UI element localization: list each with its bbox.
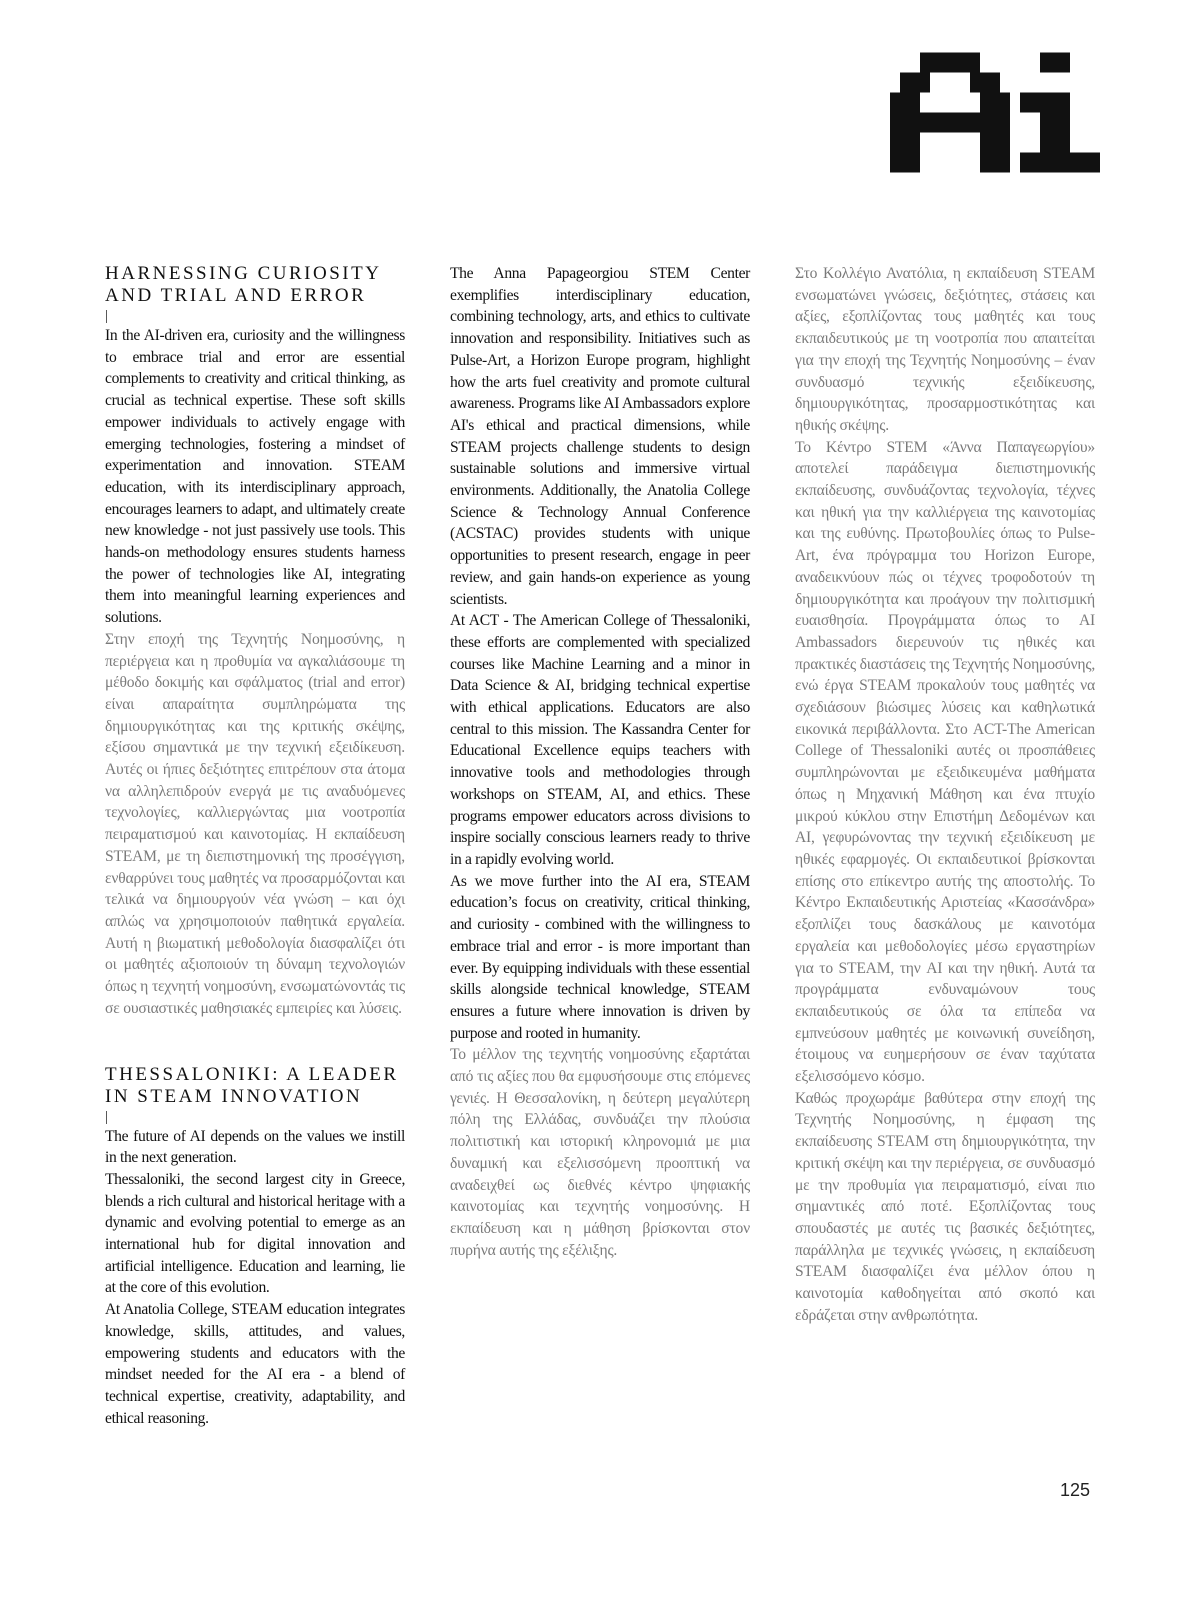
body-paragraph-en: The Anna Papageorgiou STEM Center exemplifies interdisciplinary education, combining technology, arts, and ethics to cultivate innovation and responsibility. Initiatives such as Pulse-Art, a Horizon Europe program, highlight how the arts fuel creativity and promote cultural awareness. Programs like AI Ambassadors explore AI's ethical and practical dimensions, while STEAM projects challenge students to design sustainable solutions and immersive virtual environments. Additionally, the Anatolia College Science & Technology Annual Conference (ACSTAC) provides students with unique opportunities to present research, engage in peer review, and gain hands-on experience as young scientists. [450, 265, 750, 608]
body-paragraph-en: At ACT - The American College of Thessaloniki, these efforts are complemented with specialized courses like Machine Learning and a minor in Data Science & AI, bridging technical expertise with ethical applications. Educators are also central to this mission. The Kassandra Center for Educational Excellence equips teachers with innovative tools and methodologies through workshops on STEAM, AI, and ethics. These programs empower educators across divisions to inspire socially conscious learners ready to thrive in a rapidly evolving world. [450, 612, 750, 868]
body-paragraph-gr: Το μέλλον της τεχνητής νοημοσύνης εξαρτάται από τις αξίες που θα εμφυσήσουμε στις επόμενες γενιές. Η Θεσσαλονίκη, η δεύτερη μεγαλύτερη πόλη της Ελλάδας, συνδυάζει την πλούσια πολιτιστική και ιστορική κληρονομιά με μια δυναμική και εξελισσόμενη προοπτική να αναδειχθεί ως διεθνές κέντρο ψηφιακής καινοτομίας και τεχνητής νοημοσύνης. Η εκπαίδευση και η μάθηση βρίσκονται στον πυρήνα αυτής της εξέλιξης. [450, 1046, 750, 1259]
body-paragraph-en: Thessaloniki, the second largest city in Greece, blends a rich cultural and historical heritage with a dynamic and evolving potential to emerge as an international hub for digital innovation and artificial intelligence. Education and learning, lie at the core of this evolution. [105, 1170, 405, 1297]
body-paragraph-en: The future of AI depends on the values we instill in the next generation. [105, 1127, 405, 1167]
page-number: 125 [1060, 1480, 1091, 1500]
column-2 [450, 263, 750, 1261]
body-paragraph-en: In the AI-driven era, curiosity and the willingness to embrace trial and error are essential complements to creativity and critical thinking, as crucial as technical expertise. These soft skills empower individuals to actively engage with emerging technologies, fostering a mindset of experimentation and innovation. STEAM education, with its interdisciplinary approach, encourages learners to adapt, and ultimately create new knowledge - not just passively use tools. This hands-on methodology ensures students harness the power of technologies like AI, integrating them into meaningful learning experiences and solutions. [105, 327, 405, 627]
body-paragraph-gr: Καθώς προχωράμε βαθύτερα στην εποχή της Τεχνητής Νοημοσύνης, η έμφαση της εκπαίδευσης STEAM στη δημιουργικότητα, την κριτική σκέψη και την περιέργεια, σε συνδυασμό με την προθυμία για πειραματισμό, είναι πιο σημαντικές από ποτέ. Εξοπλίζοντας τους σπουδαστές με αυτές τις βασικές δεξιότητες, παράλληλα με τεχνικές γνώσεις, η εκπαίδευση STEAM διασφαλίζει ένα μέλλον όπου η καινοτομία καθοδηγείται από σκοπό και εδράζεται στην ανθρωπότητα. [795, 1089, 1095, 1324]
section-heading [105, 263, 405, 307]
body-paragraph-en: As we move further into the AI era, STEAM education’s focus on creativity, critical thinking, and curiosity - combined with the willingness to embrace trial and error - is more important than ever. By equipping individuals with these essential skills alongside technical knowledge, STEAM ensures a future where innovation is driven by purpose and rooted in humanity. [450, 872, 750, 1042]
heading-line: HARNESSING CURIOSITY [105, 263, 382, 284]
heading-divider: | [105, 308, 109, 324]
heading-line: THESSALONIKI: A LEADER [105, 1063, 399, 1085]
heading-line: IN STEAM INNOVATION [105, 1085, 363, 1107]
section-heading [105, 1064, 405, 1108]
body-paragraph-gr: Στο Κολλέγιο Ανατόλια, η εκπαίδευση STEAM ενσωματώνει γνώσεις, δεξιότητες, στάσεις και αξίες, εξοπλίζοντας τους μαθητές και τους εκπαιδευτικούς με τη νοοτροπία που απαιτείται για την εποχή της Τεχνητής Νοημοσύνης – έναν συνδυασμό τεχνικής εξειδίκευσης, δημιουργικότητας, προσαρμοστικότητας και ηθικής σκέψης. [795, 265, 1095, 434]
body-paragraph-en: At Anatolia College, STEAM education integrates knowledge, skills, attitudes, and values, empowering students and educators with the mindset needed for the AI era - a blend of technical expertise, creativity, adaptability, and ethical reasoning. [105, 1301, 405, 1427]
ai-logo [890, 50, 1100, 175]
body-paragraph-gr: Στην εποχή της Τεχνητής Νοημοσύνης, η περιέργεια και η προθυμία να αγκαλιάσουμε τη μέθοδο δοκιμής και σφάλματος (trial and error) είναι απαραίτητα συμπληρώματα της δημιουργικότητας και της κριτικής σκέψης, εξίσου σημαντικά με την τεχνική εξειδίκευση. Αυτές οι ήπιες δεξιότητες επιτρέπουν στα άτομα να αλληλεπιδρούν ενεργά με τις αναδυόμενες τεχνολογίες, καλλιεργώντας μια νοοτροπία πειραματισμού και καινοτομίας. Η εκπαίδευση STEAM, με τη διεπιστημονική της προσέγγιση, ενθαρρύνει τους μαθητές να προσαρμόζονται και τελικά να δημιουργούν νέα γνώση – και όχι απλώς να χρησιμοποιούν παθητικά εργαλεία. Αυτή η βιωματική μεθοδολογία διασφαλίζει ότι οι μαθητές αξιοποιούν τη δύναμη τεχνολογιών όπως η τεχνητή νοημοσύνη, ενσωματώνοντάς τις σε ουσιαστικές μαθησιακές εμπειρίες και λύσεις. [105, 630, 405, 1017]
column-1 [105, 263, 405, 1429]
body-paragraph-gr: Το Κέντρο STEM «Άννα Παπαγεωργίου» αποτελεί παράδειγμα διεπιστημονικής εκπαίδευσης, συνδυάζοντας τεχνολογία, τέχνες και ηθική για την καλλιέργεια της καινοτομίας και της ευθύνης. Πρωτοβουλίες όπως το Pulse-Art, ένα πρόγραμμα του Horizon Europe, αναδεικνύουν πώς οι τέχνες τροφοδοτούν τη δημιουργικότητα και προάγουν την πολιτισμική ευαισθησία. Προγράμματα όπως το AI Ambassadors διερευνούν τις ηθικές και πρακτικές διαστάσεις της Τεχνητής Νοημοσύνης, ενώ έργα STEAM προκαλούν τους μαθητές να σχεδιάσουν βιώσιμες λύσεις και καθηλωτικά εικονικά περιβάλλοντα. Στο ACT-The American College of Thessaloniki αυτές οι προσπάθειες συμπληρώνονται με εξειδικευμένα μαθήματα όπως η Μηχανική Μάθηση και ένα πτυχίο μικρού κύκλου στην Επιστήμη Δεδομένων και AI, γεφυρώνοντας την τεχνική εξειδίκευση με ηθικές εφαρμογές. Οι εκπαιδευτικοί βρίσκονται επίσης στο επίκεντρο αυτής της αποστολής. Το Κέντρο Εκπαιδευτικής Αριστείας «Κασσάνδρα» εξοπλίζει τους δασκάλους με καινοτόμα εργαλεία και μεθοδολογίες μέσω εργαστηρίων για το STEAM, την AI και την ηθική. Αυτά τα προγράμματα ενδυναμώνουν τους εκπαιδευτικούς σε όλα τα επίπεδα να εμπνεύσουν μαθητές με κοινωνική συνείδηση, έτοιμους να ευημερήσουν σε έναν ταχύτατα εξελισσόμενο κόσμο. [795, 438, 1096, 1086]
column-3 [795, 263, 1095, 1326]
heading-divider: | [105, 1108, 109, 1125]
heading-line: AND TRIAL AND ERROR [105, 285, 367, 306]
